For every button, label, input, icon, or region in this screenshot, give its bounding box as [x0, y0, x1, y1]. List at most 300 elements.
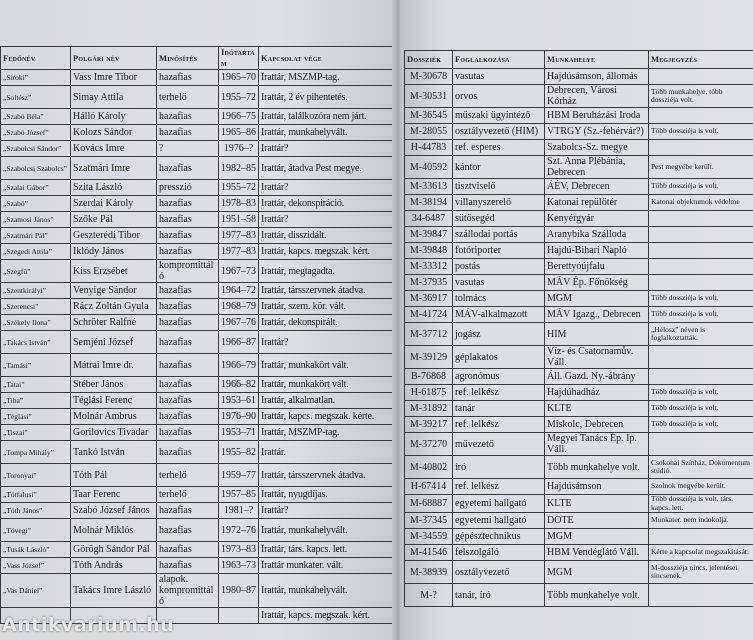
table-row: [1, 542, 395, 558]
table-row: [1, 519, 395, 542]
rating-cell: presszió: [157, 180, 219, 196]
codename-cell: „Szatmári Pál”: [1, 228, 71, 244]
contact-end-cell: Irattár, megtagadta.: [259, 260, 395, 283]
workplace-cell: HIM: [545, 323, 649, 346]
note-cell: Munkater. nem indokolja.: [649, 513, 753, 529]
table-row: [1, 425, 395, 441]
period-cell: 1981–?: [219, 503, 259, 519]
occupation-cell: író: [453, 456, 545, 479]
dossier-cell: M-39129: [405, 346, 453, 369]
workplace-cell: Aranybika Szálloda: [545, 227, 649, 243]
occupation-cell: ref. lelkész: [453, 479, 545, 495]
contact-end-cell: Irattár, munkahelyvált.: [259, 125, 395, 141]
period-cell: 1953–61: [219, 393, 259, 409]
workplace-cell: Berettyóújfalu: [545, 259, 649, 275]
civil-name-cell: Görögh Sándor Pál: [71, 542, 157, 558]
header-codename: Fedőnév: [1, 47, 71, 70]
table-row: [405, 385, 753, 401]
civil-name-cell: Kovács Imre: [71, 141, 157, 157]
table-row: [405, 456, 753, 479]
workplace-cell: HBM Vendéglátó Váll.: [545, 545, 649, 561]
civil-name-cell: Schröter Ralfné: [71, 315, 157, 331]
rating-cell: alapok. kompromittáló: [157, 574, 219, 608]
occupation-cell: osztályvezető (HIM): [453, 124, 545, 140]
civil-name-cell: Takács Imre László: [71, 574, 157, 608]
note-cell: [649, 275, 753, 291]
table-row: [1, 354, 395, 377]
contact-end-cell: Irattár.: [259, 441, 395, 464]
civil-name-cell: Szerdai Károly: [71, 196, 157, 212]
civil-name-cell: Molnár Ambrus: [71, 409, 157, 425]
occupation-cell: tanár: [453, 401, 545, 417]
codename-cell: „Szabolcsi Sándor”: [1, 141, 71, 157]
rating-cell: hazafias: [157, 558, 219, 574]
note-cell: Csokonai Színház, Dokumentum stúdió.: [649, 456, 753, 479]
codename-cell: „Vas Dániel”: [1, 574, 71, 608]
civil-name-cell: Iklódy János: [71, 244, 157, 260]
rating-cell: terhelő: [157, 86, 219, 109]
rating-cell: hazafias: [157, 157, 219, 180]
dossier-cell: H-44783: [405, 140, 453, 156]
occupation-cell: gépésztechnikus: [453, 529, 545, 545]
contact-end-cell: Irattár, társ. kapcs. lett.: [259, 542, 395, 558]
dossier-cell: M-30678: [405, 69, 453, 85]
dossier-cell: M-41546: [405, 545, 453, 561]
workplace-cell: MGM: [545, 291, 649, 307]
workplace-cell: Hajdúhadház: [545, 385, 649, 401]
occupation-cell: műszaki ügyintéző: [453, 108, 545, 124]
header-rating: Minősítés: [157, 47, 219, 70]
civil-name-cell: Téglási Ferenc: [71, 393, 157, 409]
dossier-cell: M-36545: [405, 108, 453, 124]
workplace-cell: Szt. Anna Plébánia, Debrecen: [545, 156, 649, 179]
contact-end-cell: Irattár, kapcs. megszak. kért.: [259, 244, 395, 260]
civil-name-cell: Tankó István: [71, 441, 157, 464]
codename-cell: „Szabó Béla”: [1, 109, 71, 125]
occupation-cell: MÁV-alkalmazott: [453, 307, 545, 323]
rating-cell: hazafias: [157, 228, 219, 244]
civil-name-cell: Stéber János: [71, 377, 157, 393]
table-row: [405, 291, 753, 307]
note-cell: [649, 346, 753, 369]
note-cell: Több dossziéja is volt.: [649, 124, 753, 140]
rating-cell: hazafias: [157, 315, 219, 331]
occupation-cell: géplakatos: [453, 346, 545, 369]
period-cell: 1976–?: [219, 141, 259, 157]
workplace-cell: Megyei Tanács Ép. Ip. Váll.: [545, 433, 649, 456]
rating-cell: hazafias: [157, 377, 219, 393]
dossier-cell: M-30531: [405, 85, 453, 108]
table-row: [405, 561, 753, 584]
contact-end-cell: Irattár, munkahelyvált.: [259, 574, 395, 608]
workplace-cell: KLTE: [545, 495, 649, 513]
civil-name-cell: Hálló Károly: [71, 109, 157, 125]
note-cell: Több dossziéja is volt.: [649, 401, 753, 417]
rating-cell: hazafias: [157, 519, 219, 542]
period-cell: 1966–75: [219, 109, 259, 125]
civil-name-cell: Molnár Miklós: [71, 519, 157, 542]
table-row: [405, 108, 753, 124]
workplace-cell: Hajdúsámson, állomás: [545, 69, 649, 85]
occupation-cell: felszolgáló: [453, 545, 545, 561]
civil-name-cell: Szatmári Imre: [71, 157, 157, 180]
period-cell: 1973–83: [219, 542, 259, 558]
civil-name-cell: Gorilovics Tivadar: [71, 425, 157, 441]
table-row: [405, 243, 753, 259]
codename-cell: „Tatai”: [1, 377, 71, 393]
contact-end-cell: Irattár?: [259, 212, 395, 228]
table-row: [1, 180, 395, 196]
note-cell: Több dossziéja is volt.: [649, 291, 753, 307]
occupation-cell: fotóriporter: [453, 243, 545, 259]
workplace-cell: Hajdú-Bihari Napló: [545, 243, 649, 259]
period-cell: 1978–83: [219, 196, 259, 212]
civil-name-cell: Szabó József János: [71, 503, 157, 519]
table-row: [1, 464, 395, 487]
contact-end-cell: Irattár?: [259, 180, 395, 196]
dossier-cell: M-39847: [405, 227, 453, 243]
period-cell: 1966–82: [219, 377, 259, 393]
rating-cell: terhelő: [157, 487, 219, 503]
codename-cell: „Toronyai”: [1, 464, 71, 487]
codename-cell: „Tótfalusi”: [1, 487, 71, 503]
table-row: [405, 124, 753, 140]
dossier-cell: M-33613: [405, 179, 453, 195]
rating-cell: terhelő: [157, 464, 219, 487]
table-row: [1, 196, 395, 212]
occupation-cell: ref. esperes: [453, 140, 545, 156]
workplace-cell: Több munkahelye volt.: [545, 584, 649, 607]
workplace-cell: MGM: [545, 529, 649, 545]
contact-end-cell: Irattár, társszervnek átadva.: [259, 283, 395, 299]
workplace-cell: Hajdúsámson: [545, 479, 649, 495]
occupation-cell: vasutas: [453, 275, 545, 291]
workplace-cell: MGM: [545, 561, 649, 584]
contact-end-cell: Irattár, szem. kör. vált.: [259, 299, 395, 315]
occupation-cell: ref. lelkész: [453, 417, 545, 433]
dossier-cell: M-28055: [405, 124, 453, 140]
note-cell: Több munkahelye, több dossziéja volt.: [649, 85, 753, 108]
contact-end-cell: Irattár munkater. vált.: [259, 558, 395, 574]
workplace-cell: Debrecen, Városi Kórház: [545, 85, 649, 108]
dossier-cell: M-39217: [405, 417, 453, 433]
occupation-cell: postás: [453, 259, 545, 275]
contact-end-cell: Irattár, dekonspirált.: [259, 315, 395, 331]
codename-cell: „Vass József”: [1, 558, 71, 574]
table-row: [405, 179, 753, 195]
note-cell: Szolnok megyébe került.: [649, 479, 753, 495]
codename-cell: „Tóth János”: [1, 503, 71, 519]
workplace-cell: DOTE: [545, 513, 649, 529]
workplace-cell: Több munkahelye volt.: [545, 456, 649, 479]
left-header-row: [1, 47, 395, 70]
civil-name-cell: Taar Ferenc: [71, 487, 157, 503]
codename-cell: „Siroki”: [1, 70, 71, 86]
table-row: [1, 558, 395, 574]
codename-cell: „Szamosi János”: [1, 212, 71, 228]
rating-cell: hazafias: [157, 409, 219, 425]
workplace-cell: KLTE: [545, 401, 649, 417]
table-row: [1, 441, 395, 464]
occupation-cell: egyetemi hallgató: [453, 513, 545, 529]
table-row: [405, 156, 753, 179]
codename-cell: „Tiba”: [1, 393, 71, 409]
table-row: [1, 157, 395, 180]
table-row: [405, 584, 753, 607]
rating-cell: hazafias: [157, 393, 219, 409]
workplace-cell: MÁV Igazg., Debrecen: [545, 307, 649, 323]
codename-cell: „Szalai Gábor”: [1, 180, 71, 196]
workplace-cell: Katonai repülőtér: [545, 195, 649, 211]
right-page: [400, 0, 753, 640]
dossier-cell: M-33312: [405, 259, 453, 275]
period-cell: 1966–87: [219, 331, 259, 354]
informants-table-right: [404, 50, 753, 607]
table-row: [1, 409, 395, 425]
rating-cell: hazafias: [157, 125, 219, 141]
dossier-cell: H-61875: [405, 385, 453, 401]
occupation-cell: agronómus: [453, 369, 545, 385]
rating-cell: hazafias: [157, 331, 219, 354]
table-row: [405, 85, 753, 108]
period-cell: [219, 608, 259, 624]
codename-cell: „Takács István”: [1, 331, 71, 354]
table-row: [405, 227, 753, 243]
table-row: [1, 244, 395, 260]
period-cell: 1955–82: [219, 441, 259, 464]
table-row: [1, 86, 395, 109]
table-row: [405, 195, 753, 211]
rating-cell: hazafias: [157, 503, 219, 519]
occupation-cell: kántor: [453, 156, 545, 179]
codename-cell: „Szentkirályi”: [1, 283, 71, 299]
header-dossier: Dossziék: [405, 51, 453, 69]
contact-end-cell: Irattár, 2 év pihentetés.: [259, 86, 395, 109]
contact-end-cell: Irattár, munkahelyvált.: [259, 519, 395, 542]
note-cell: [649, 433, 753, 456]
contact-end-cell: Irattár, munkakört vált.: [259, 354, 395, 377]
table-row: [405, 275, 753, 291]
dossier-cell: B-76868: [405, 369, 453, 385]
contact-end-cell: Irattár, kapcs. megszak. kérte.: [259, 409, 395, 425]
occupation-cell: jogász: [453, 323, 545, 346]
contact-end-cell: Irattár?: [259, 331, 395, 354]
note-cell: [649, 227, 753, 243]
period-cell: 1965–70: [219, 70, 259, 86]
dossier-cell: M-38194: [405, 195, 453, 211]
period-cell: 1965–86: [219, 125, 259, 141]
contact-end-cell: Irattár, kapcs. megszak. kért.: [259, 608, 395, 624]
rating-cell: hazafias: [157, 283, 219, 299]
table-row: [405, 545, 753, 561]
codename-cell: „Szegfű”: [1, 260, 71, 283]
codename-cell: „Téglási”: [1, 409, 71, 425]
table-row: [1, 283, 395, 299]
table-row: [1, 503, 395, 519]
civil-name-cell: Semjéni József: [71, 331, 157, 354]
workplace-cell: Áll. Gazd. Ny.-ábrány: [545, 369, 649, 385]
note-cell: [649, 211, 753, 227]
table-row: [405, 323, 753, 346]
contact-end-cell: Irattár, társszervnek átadva.: [259, 464, 395, 487]
workplace-cell: HBM Beruházási Iroda: [545, 108, 649, 124]
dossier-cell: M-37345: [405, 513, 453, 529]
codename-cell: „Tövegi”: [1, 519, 71, 542]
rating-cell: hazafias: [157, 425, 219, 441]
occupation-cell: vasutas: [453, 69, 545, 85]
contact-end-cell: Irattár, MSZMP-tag.: [259, 70, 395, 86]
codename-cell: „Tamási”: [1, 354, 71, 377]
table-row: [405, 369, 753, 385]
rating-cell: hazafias: [157, 109, 219, 125]
civil-name-cell: Kiss Erzsébet: [71, 260, 157, 283]
table-row: [405, 211, 753, 227]
contact-end-cell: Irattár, disszidált.: [259, 228, 395, 244]
period-cell: 1964–72: [219, 283, 259, 299]
civil-name-cell: Szita László: [71, 180, 157, 196]
codename-cell: „Szabolcsi Szabolcs”: [1, 157, 71, 180]
dossier-cell: H-67414: [405, 479, 453, 495]
codename-cell: „Szerencsi”: [1, 299, 71, 315]
period-cell: 1967–76: [219, 315, 259, 331]
workplace-cell: VTRGY (Sz.-fehérvár?): [545, 124, 649, 140]
table-row: [405, 307, 753, 323]
occupation-cell: tolmács: [453, 291, 545, 307]
header-note: Megjegyzés: [649, 51, 753, 69]
period-cell: 1967–73: [219, 260, 259, 283]
right-header-row: [405, 51, 753, 69]
workplace-cell: ÁÉV, Debrecen: [545, 179, 649, 195]
header-period: Időtartam: [219, 47, 259, 70]
codename-cell: „Tusák László”: [1, 542, 71, 558]
occupation-cell: osztályvezető: [453, 561, 545, 584]
occupation-cell: szállodai portás: [453, 227, 545, 243]
table-row: [405, 346, 753, 369]
workplace-cell: Szabolcs-Sz. megye: [545, 140, 649, 156]
occupation-cell: tisztviselő: [453, 179, 545, 195]
table-row: [1, 125, 395, 141]
contact-end-cell: Irattár, MSZMP-tag.: [259, 425, 395, 441]
dossier-cell: M-34559: [405, 529, 453, 545]
period-cell: 1972–76: [219, 519, 259, 542]
table-row: [1, 315, 395, 331]
dossier-cell: M-40592: [405, 156, 453, 179]
contact-end-cell: Irattár, alkalmatlan.: [259, 393, 395, 409]
contact-end-cell: Irattár?: [259, 503, 395, 519]
rating-cell: hazafias: [157, 244, 219, 260]
note-cell: Több dossziéja is volt, társ. kapcs. lett.: [649, 495, 753, 513]
civil-name-cell: Szőke Pál: [71, 212, 157, 228]
dossier-cell: M-68887: [405, 495, 453, 513]
civil-name-cell: Geszterédi Tibor: [71, 228, 157, 244]
table-row: [405, 513, 753, 529]
dossier-cell: 34-6487: [405, 211, 453, 227]
note-cell: M-dossziéja nincs, jelentései sincsenek.: [649, 561, 753, 584]
dossier-cell: M-37712: [405, 323, 453, 346]
note-cell: [649, 140, 753, 156]
dossier-cell: M-37935: [405, 275, 453, 291]
note-cell: Pest megyébe került.: [649, 156, 753, 179]
table-row: [1, 212, 395, 228]
workplace-cell: Kenyérgyár: [545, 211, 649, 227]
civil-name-cell: Venyige Sándor: [71, 283, 157, 299]
period-cell: 1959–77: [219, 464, 259, 487]
dossier-cell: M-40802: [405, 456, 453, 479]
table-row: [1, 574, 395, 608]
civil-name-cell: Kolozs Sándor: [71, 125, 157, 141]
header-occupation: Foglalkozása: [453, 51, 545, 69]
table-row: [405, 529, 753, 545]
table-row: [1, 70, 395, 86]
table-row: [405, 433, 753, 456]
codename-cell: „Szabó”: [1, 196, 71, 212]
period-cell: 1953–71: [219, 425, 259, 441]
rating-cell: kompromittáló: [157, 260, 219, 283]
rating-cell: hazafias: [157, 212, 219, 228]
rating-cell: hazafias: [157, 441, 219, 464]
occupation-cell: művezető: [453, 433, 545, 456]
table-row: [405, 417, 753, 433]
note-cell: [649, 243, 753, 259]
period-cell: 1980–87: [219, 574, 259, 608]
period-cell: 1963–73: [219, 558, 259, 574]
period-cell: 1951–58: [219, 212, 259, 228]
contact-end-cell: Irattár, dekonspiráció.: [259, 196, 395, 212]
table-row: [1, 377, 395, 393]
period-cell: 1977–83: [219, 228, 259, 244]
note-cell: [649, 584, 753, 607]
informants-table-left: [0, 46, 395, 624]
contact-end-cell: Irattár, nyugdíjas.: [259, 487, 395, 503]
workplace-cell: MÁV Ép. Főnökség: [545, 275, 649, 291]
note-cell: [649, 369, 753, 385]
note-cell: [649, 69, 753, 85]
period-cell: 1966–79: [219, 354, 259, 377]
rating-cell: hazafias: [157, 70, 219, 86]
period-cell: 1976–90: [219, 409, 259, 425]
note-cell: Több dossziéja is volt.: [649, 179, 753, 195]
dossier-cell: M-36917: [405, 291, 453, 307]
occupation-cell: tanár, író: [453, 584, 545, 607]
note-cell: Több dossziéja is volt.: [649, 385, 753, 401]
period-cell: 1982–85: [219, 157, 259, 180]
note-cell: [649, 108, 753, 124]
dossier-cell: M-38939: [405, 561, 453, 584]
table-row: [405, 140, 753, 156]
note-cell: Kérte a kapcsolat megszakítását.: [649, 545, 753, 561]
codename-cell: „Tiszai”: [1, 425, 71, 441]
note-cell: [649, 259, 753, 275]
occupation-cell: ref. lelkész: [453, 385, 545, 401]
rating-cell: hazafias: [157, 299, 219, 315]
civil-name-cell: Rácz Zoltán Gyula: [71, 299, 157, 315]
table-row: [405, 259, 753, 275]
note-cell: Több dossziéja is volt.: [649, 417, 753, 433]
table-row: [1, 260, 395, 283]
period-cell: 1977–83: [219, 244, 259, 260]
rating-cell: ?: [157, 141, 219, 157]
codename-cell: „Szabó József”: [1, 125, 71, 141]
occupation-cell: villanyszerelő: [453, 195, 545, 211]
civil-name-cell: Vass Imre Tibor: [71, 70, 157, 86]
period-cell: 1955–72: [219, 86, 259, 109]
header-contact-end: Kapcsolat vége: [259, 47, 395, 70]
note-cell: „Hélosz” néven is foglalkoztatták.: [649, 323, 753, 346]
header-workplace: Munkahelye: [545, 51, 649, 69]
watermark: Antikvarium.hu: [2, 614, 175, 636]
table-row: [405, 69, 753, 85]
rating-cell: hazafias: [157, 542, 219, 558]
